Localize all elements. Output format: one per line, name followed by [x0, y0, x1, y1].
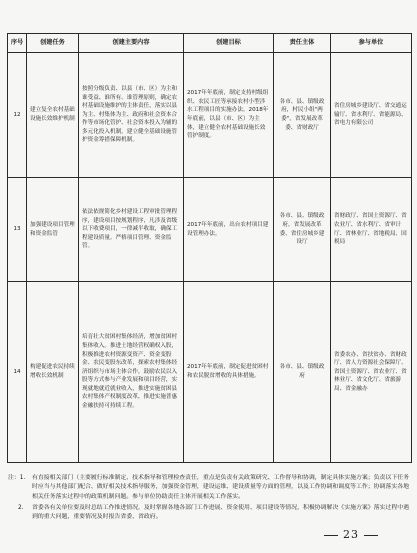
row-number: 12 — [8, 53, 27, 178]
header-task: 创建任务 — [27, 34, 79, 53]
row-participants: 省住房城乡建设厅、省交通运输厅、省水利厅、省能源局、省电力有限公司 — [331, 53, 412, 178]
footnote-item — [8, 474, 410, 502]
table-row — [8, 53, 412, 178]
row-content: 按照分级负责、以县（市、区）为主和谁受益、谁所有、谁管理原则，确定农村基础设施维护的主体责任，落实以县为主、村集体为主、政府和社会资本合作等市场化管护、社会资本投入为辅的多元化投入机制，建立健全基础设施管护资金筹措保障机制。 — [79, 53, 184, 178]
header-target: 创建目标 — [184, 34, 274, 53]
page-number — [319, 528, 383, 541]
header-content: 创建主要内容 — [79, 34, 184, 53]
row-task: 加强建设项目管理和资金监管 — [27, 178, 79, 282]
footnote-lead: 2. — [18, 504, 24, 511]
footnote-text: 有直接相关部门（主要履行标准制定、技术指导和管理检查责任，重点是负责有关政策研究、工作督导和协调，制定具体实施方案；负责以下任务时应当与其他部门配合、做好相关技术指导服务，加强资金管理，建设运维、建设质量等方面的管理，以及工作协调和调度等工作；协调落实各地相关任务落实过程中的政策机制问题。参与单位协助责任主体开展相关工作落实。 — [32, 475, 409, 500]
row-task: 建立复全农村基础设施长效维护机制 — [27, 53, 79, 178]
row-subject: 各市、县、镇级政府，村民小组"两委"，省发展改革委、省财政厅 — [274, 53, 331, 178]
row-task: 构建促进农民持续增收长效机制 — [27, 282, 79, 463]
header-subject: 责任主体 — [274, 34, 331, 53]
row-subject: 各市、县、镇级政府，省发展改革委、省住房城乡建设厅 — [274, 178, 331, 282]
row-target: 2017年年底前，出台农村项目建设管理办法。 — [184, 178, 274, 282]
table-header-row — [8, 34, 412, 53]
footnote-lead: 注：1. — [8, 475, 26, 481]
row-participants: 省委农办、省扶贫办、省财政厅、省人力资源社会保障厅、省国土资源厅、省农业厅、省林业厅、省文化厅、省旅游局、省金融办 — [331, 282, 412, 463]
header-no: 序号 — [8, 34, 27, 53]
table-row — [8, 178, 412, 282]
footnote-text: 省委各有关单位要及时总结工作推进情况，及时掌握各地各部门工作进展、资金使用、项目建设等情况，积极协调解决《实施方案》落实过程中遇到的重大问题，重要情况及时报告省委、省政府。 — [32, 504, 409, 521]
row-participants: 省财政厅、省国土资源厅、省农业厅、省水利厅、省审计厅、省林业厅、省地税局、国税局 — [331, 178, 412, 282]
row-content: 培育壮大贫困村集体经济，增加贫困村集体收入。推进土地经营权确权入股，积极推进农村资源变资产、资金变股金、农民变股东改革，探索农村集体经济组织与市场主体合作，鼓励农民以入股等方式参与产业发展和项目经营，实现就地就近就业收入，推进实施贫困县农村集体产权制度改革，推进实施普惠金融扶持可持续工程。 — [79, 282, 184, 463]
page-number-value: 23 — [343, 528, 359, 541]
row-number: 14 — [8, 282, 27, 463]
header-participants: 参与单位 — [331, 34, 412, 53]
row-content: 依法依规简化乡村建设工程审批管理程序，建设项目按规划程序，凡涉及省级以下收费项目，一律减半收取，确保工程建设质量。严格项目管理、资金监管。 — [79, 178, 184, 282]
row-target: 2017年年底前，制定支持村级组织、农民工匠等承接农村小型涉水工程项目的实施办法。2018年年底前，以县（市、区）为主体，建立健全农村基础设施长效管护制度。 — [184, 53, 274, 178]
footnote-item — [8, 504, 410, 523]
task-table — [7, 33, 412, 463]
page-number-dash-right — [364, 535, 378, 536]
row-subject: 各市、县、镇级政府 — [274, 282, 331, 463]
table-row — [8, 282, 412, 463]
page-number-dash-left — [324, 535, 338, 536]
row-number: 13 — [8, 178, 27, 282]
row-target: 2017年年底前，制定促进贫困村和农民脱贫增收的具体措施。 — [184, 282, 274, 463]
footnotes — [8, 474, 410, 524]
